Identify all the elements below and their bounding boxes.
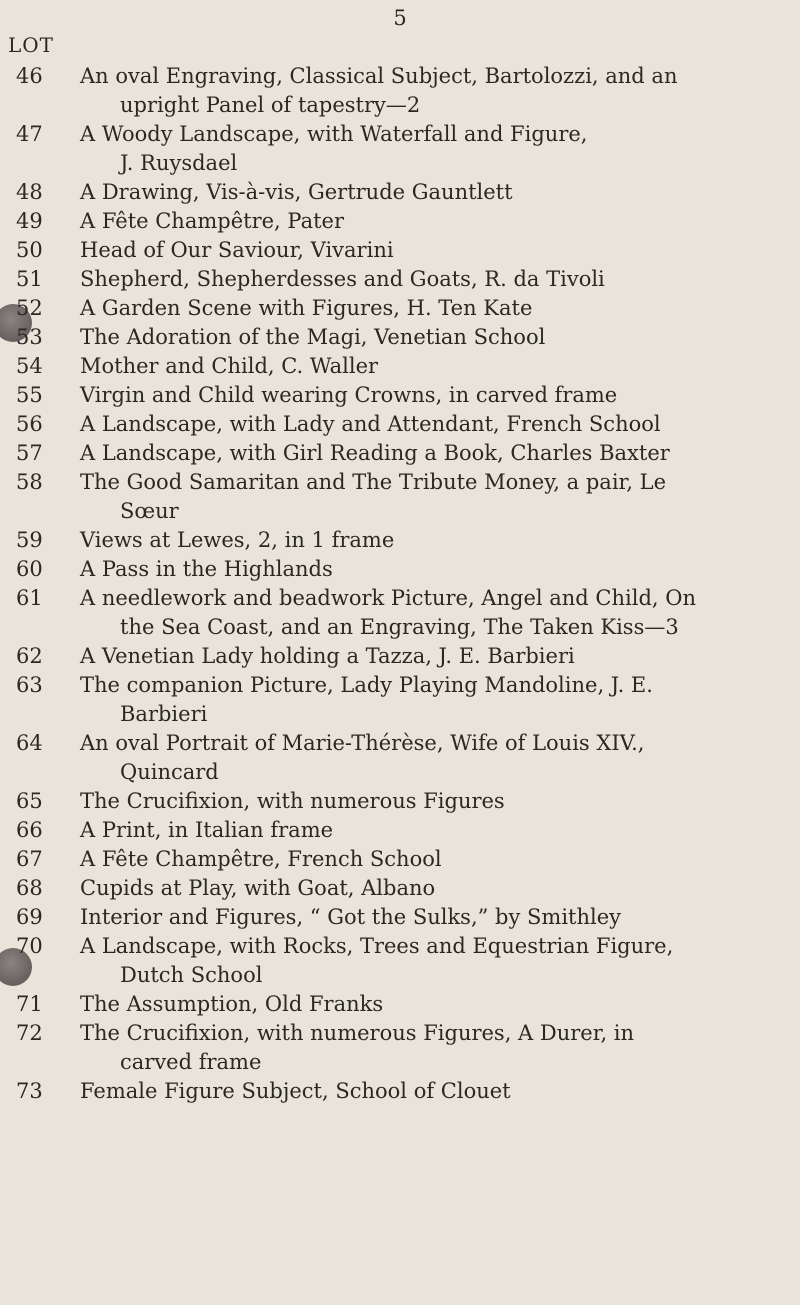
lot-number: 58: [16, 470, 43, 494]
lot-number: 53: [16, 325, 43, 349]
lot-number: 73: [16, 1079, 43, 1103]
lot-description-line: An oval Engraving, Classical Subject, Bartolozzi, and an: [80, 64, 678, 88]
lot-number: 68: [16, 876, 43, 900]
lot-description: [80, 526, 780, 555]
lot-entry: [0, 932, 800, 990]
lot-description-continuation: the Sea Coast, and an Engraving, The Taken Kiss—3: [120, 615, 679, 639]
lot-entry: [0, 352, 800, 381]
lot-entry: [0, 207, 800, 236]
lot-description-line: A Drawing, Vis-à-vis, Gertrude Gauntlett: [80, 180, 513, 204]
lot-entry: [0, 1019, 800, 1077]
lot-description: [80, 932, 780, 990]
lot-description-line: Virgin and Child wearing Crowns, in carved frame: [80, 383, 618, 407]
lot-number: 56: [16, 412, 43, 436]
lot-entry: [0, 874, 800, 903]
lot-description: [80, 729, 780, 787]
lot-number: 46: [16, 64, 43, 88]
lot-list: [0, 62, 800, 1106]
lot-description-line: A Print, in Italian frame: [80, 818, 334, 842]
lot-description: [80, 381, 780, 410]
lot-number: 47: [16, 122, 43, 146]
lot-description: [80, 874, 780, 903]
lot-entry: [0, 816, 800, 845]
lot-number: 62: [16, 644, 43, 668]
lot-description: [80, 642, 780, 671]
lot-description-line: A Pass in the Highlands: [80, 557, 333, 581]
lot-description-continuation: carved frame: [120, 1050, 262, 1074]
lot-description-line: The Adoration of the Magi, Venetian School: [80, 325, 546, 349]
lot-number: 66: [16, 818, 43, 842]
lot-number: 51: [16, 267, 43, 291]
lot-entry: [0, 120, 800, 178]
lot-entry: [0, 845, 800, 874]
lot-entry: [0, 990, 800, 1019]
lot-description-line: Views at Lewes, 2, in 1 frame: [80, 528, 395, 552]
lot-description-line: A Fête Champêtre, French School: [80, 847, 442, 871]
lot-number: 60: [16, 557, 43, 581]
lot-description-line: A Venetian Lady holding a Tazza, J. E. Barbieri: [80, 644, 575, 668]
lot-number: 70: [16, 934, 43, 958]
lot-description-line: Shepherd, Shepherdesses and Goats, R. da Tivoli: [80, 267, 605, 291]
lot-description: [80, 787, 780, 816]
lot-description: [80, 352, 780, 381]
lot-description: [80, 410, 780, 439]
lot-description-line: A Fête Champêtre, Pater: [80, 209, 344, 233]
lot-description-line: The Crucifixion, with numerous Figures: [80, 789, 505, 813]
lot-entry: [0, 62, 800, 120]
lot-entry: [0, 323, 800, 352]
lot-description-line: Cupids at Play, with Goat, Albano: [80, 876, 436, 900]
lot-entry: [0, 555, 800, 584]
lot-description-line: The Assumption, Old Franks: [80, 992, 384, 1016]
lot-description: [80, 62, 780, 120]
lot-description-line: Mother and Child, C. Waller: [80, 354, 379, 378]
lot-description: [80, 120, 780, 178]
lot-entry: [0, 439, 800, 468]
lot-entry: [0, 642, 800, 671]
lot-number: 54: [16, 354, 43, 378]
lot-description-continuation: Barbieri: [120, 702, 208, 726]
lot-column-header: LOT: [8, 33, 55, 57]
lot-description-line: An oval Portrait of Marie-Thérèse, Wife of Louis XIV.,: [80, 731, 645, 755]
lot-description-continuation: upright Panel of tapestry—2: [120, 93, 421, 117]
lot-description-continuation: Quincard: [120, 760, 219, 784]
lot-description: [80, 236, 780, 265]
lot-description: [80, 439, 780, 468]
lot-description-line: A Landscape, with Lady and Attendant, French School: [80, 412, 661, 436]
lot-number: 72: [16, 1021, 43, 1045]
lot-description-continuation: J. Ruysdael: [120, 151, 238, 175]
lot-number: 49: [16, 209, 43, 233]
lot-description: [80, 468, 780, 526]
lot-description-line: A needlework and beadwork Picture, Angel and Child, On: [80, 586, 696, 610]
lot-entry: [0, 671, 800, 729]
lot-description: [80, 671, 780, 729]
lot-description-line: Head of Our Saviour, Vivarini: [80, 238, 394, 262]
lot-entry: [0, 584, 800, 642]
lot-number: 57: [16, 441, 43, 465]
lot-description: [80, 816, 780, 845]
lot-number: 59: [16, 528, 43, 552]
lot-number: 61: [16, 586, 43, 610]
lot-number: 48: [16, 180, 43, 204]
lot-entry: [0, 468, 800, 526]
lot-description: [80, 1077, 780, 1106]
lot-entry: [0, 294, 800, 323]
lot-description-continuation: Dutch School: [120, 963, 263, 987]
lot-description: [80, 265, 780, 294]
lot-entry: [0, 178, 800, 207]
lot-number: 67: [16, 847, 43, 871]
lot-number: 71: [16, 992, 43, 1016]
lot-description-line: Female Figure Subject, School of Clouet: [80, 1079, 511, 1103]
lot-description-line: The companion Picture, Lady Playing Mandoline, J. E.: [80, 673, 653, 697]
lot-entry: [0, 381, 800, 410]
lot-description-line: A Woody Landscape, with Waterfall and Figure,: [80, 122, 588, 146]
lot-number: 50: [16, 238, 43, 262]
lot-entry: [0, 787, 800, 816]
lot-number: 65: [16, 789, 43, 813]
lot-description-line: A Landscape, with Girl Reading a Book, Charles Baxter: [80, 441, 670, 465]
lot-number: 55: [16, 383, 43, 407]
lot-description: [80, 903, 780, 932]
lot-number: 64: [16, 731, 43, 755]
lot-description: [80, 990, 780, 1019]
lot-description: [80, 323, 780, 352]
lot-description: [80, 207, 780, 236]
lot-description-line: A Landscape, with Rocks, Trees and Equestrian Figure,: [80, 934, 674, 958]
page-number: 5: [393, 6, 407, 30]
lot-description: [80, 584, 780, 642]
lot-description-line: The Crucifixion, with numerous Figures, A Durer, in: [80, 1021, 635, 1045]
lot-entry: [0, 526, 800, 555]
lot-description: [80, 845, 780, 874]
lot-description-line: A Garden Scene with Figures, H. Ten Kate: [80, 296, 533, 320]
lot-entry: [0, 265, 800, 294]
lot-entry: [0, 1077, 800, 1106]
lot-number: 69: [16, 905, 43, 929]
lot-entry: [0, 236, 800, 265]
lot-description: [80, 294, 780, 323]
lot-number: 52: [16, 296, 43, 320]
lot-number: 63: [16, 673, 43, 697]
lot-description-line: Interior and Figures, “ Got the Sulks,” by Smithley: [80, 905, 622, 929]
lot-entry: [0, 903, 800, 932]
lot-description: [80, 1019, 780, 1077]
lot-description: [80, 178, 780, 207]
lot-description-continuation: Sœur: [120, 499, 179, 523]
lot-entry: [0, 729, 800, 787]
lot-description-line: The Good Samaritan and The Tribute Money, a pair, Le: [80, 470, 666, 494]
lot-entry: [0, 410, 800, 439]
lot-description: [80, 555, 780, 584]
